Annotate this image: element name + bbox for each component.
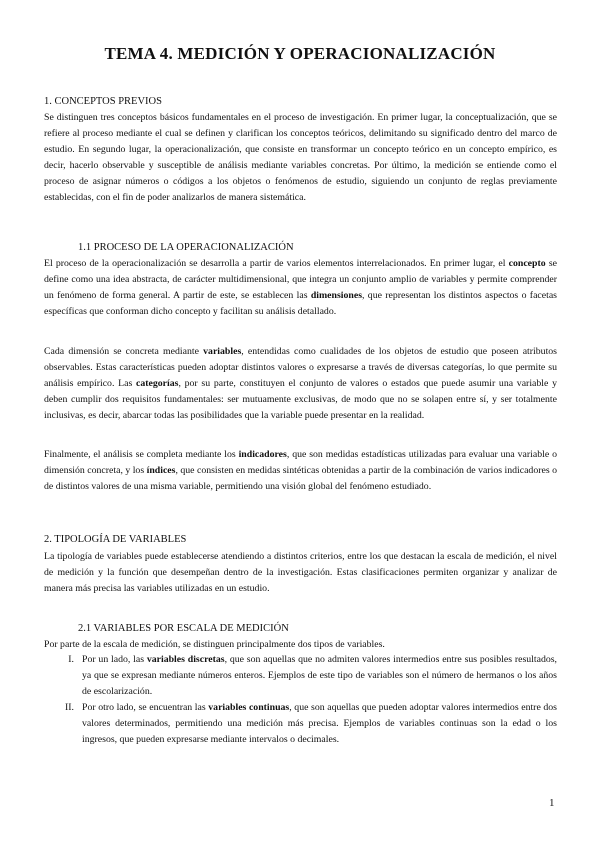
section-2-heading: 2. TIPOLOGÍA DE VARIABLES — [44, 534, 187, 545]
list-item: I. Por un lado, las variables discretas, que son aquellas que no admiten valores intermedios entre sus posibles resultados, ya que se expresan mediante números enteros. Ejemplos de este tipo de variables son el número de hermanos o los años de escolarización. — [44, 652, 557, 700]
section-2-paragraph: La tipología de variables puede establecerse atendiendo a distintos criterios, entre los que destacan la escala de medición, el nivel de medición y la función que desempeñan dentro de la investigación. Estas clasificaciones permiten organizar y analizar de manera más precisa las variables utilizadas en un estudio. — [44, 551, 557, 594]
term-variables-continuas: variables continuas — [208, 701, 290, 713]
list-item-number: I. — [68, 654, 74, 665]
section-2-1-heading: 2.1 VARIABLES POR ESCALA DE MEDICIÓN — [78, 623, 289, 634]
term-indicadores: indicadores — [238, 449, 287, 460]
section-1-1-paragraph-1: El proceso de la operacionalización se desarrolla a partir de varios elementos interrelacionados. En primer lugar, el concepto se define como una idea abstracta, de carácter multidimensional, que integra un conjunto amplio de variables y permite comprender un fenómeno de forma general. A partir de este, se establecen las dimensiones, que representan los distintos aspectos o facetas específicas que conforman dicho concepto y facilitan su análisis detallado. — [44, 258, 557, 317]
term-variables-discretas: variables discretas — [146, 654, 225, 665]
section-1-heading: 1. CONCEPTOS PREVIOS — [44, 96, 162, 107]
page-title: TEMA 4. MEDICIÓN Y OPERACIONALIZACIÓN — [104, 44, 496, 63]
term-categorias: categorías — [136, 377, 179, 389]
variable-types-list — [44, 652, 557, 747]
section-2-1-intro: Por parte de la escala de medición, se distinguen principalmente dos tipos de variables. — [44, 639, 385, 650]
section-1-1-paragraph-2: Cada dimensión se concreta mediante variables, entendidas como cualidades de los objetos de estudio que poseen atributos observables. Estas características pueden adoptar distintos valores o expresarse a través de diversas categorías, lo que permite su análisis empírico. Las categorías, por su parte, constituyen el conjunto de valores o estados que puede asumir una variable y deben cumplir dos requisitos fundamentales: ser mutuamente exclusivas, de modo que no se solapen entre sí, y ser totalmente inclusivas, es decir, abarcar todas las posibilidades que la variable puede presentar en la realidad. — [44, 346, 557, 421]
list-item: II. Por otro lado, se encuentran las variables continuas, que son aquellas que pueden adoptar valores intermedios entre dos valores determinados, permitiendo una medición más precisa. Ejemplos de variables continuas son la edad o los ingresos, que pueden expresarse mediante intervalos o decimales. — [44, 700, 557, 748]
list-item-number: II. — [65, 701, 74, 713]
section-1-1-heading: 1.1 PROCESO DE LA OPERACIONALIZACIÓN — [78, 242, 294, 253]
term-variables: variables — [203, 346, 242, 357]
term-dimensiones: dimensiones — [310, 289, 363, 301]
section-1-paragraph: Se distinguen tres conceptos básicos fundamentales en el proceso de investigación. En primer lugar, la conceptualización, que se refiere al proceso mediante el cual se definen y clarifican los conceptos teóricos, delimitando su significado dentro del marco de estudio. En segundo lugar, la operacionalización, que consiste en transformar un concepto teórico en un concepto empírico, es decir, hacerlo observable y susceptible de análisis mediante variables concretas. Por último, la medición se entiende como el proceso de asignar números o códigos a los objetos o fenómenos de estudio, siguiendo un conjunto de reglas previamente establecidas, con el fin de poder analizarlos de manera sistemática. — [44, 112, 557, 203]
page-number: 1 — [549, 797, 555, 809]
section-1-1-paragraph-3: Finalmente, el análisis se completa mediante los indicadores, que son medidas estadísticas utilizadas para evaluar una variable o dimensión concreta, y los índices, que consisten en medidas sintéticas obtenidas a partir de la combinación de varios indicadores o de distintos valores de una misma variable, permitiendo una visión global del fenómeno estudiado. — [44, 449, 557, 492]
term-indices: índices — [146, 464, 176, 476]
term-concepto: concepto — [508, 258, 546, 269]
